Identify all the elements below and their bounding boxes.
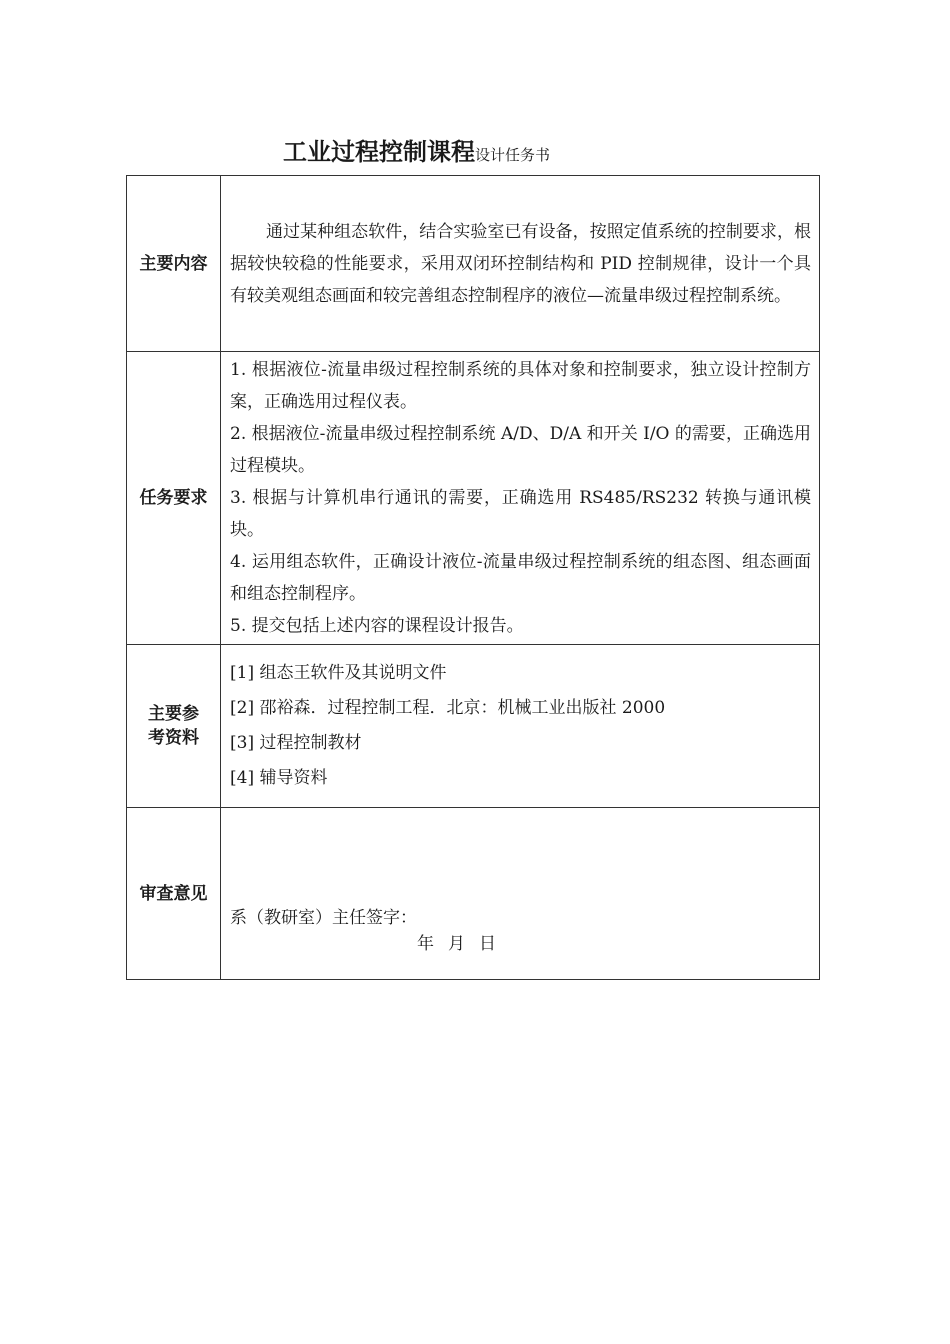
cell-requirements [221,352,820,645]
label-main-content: 主要内容 [127,176,221,352]
requirement-item: 5. 提交包括上述内容的课程设计报告。 [230,616,524,636]
title-sub: 设计任务书 [475,146,551,164]
label-references [127,645,221,808]
reference-item: [3] 过程控制教材 [230,733,362,753]
row-review [127,808,820,980]
label-references-line1: 主要参 [148,704,199,724]
date-year: 年 [417,934,434,954]
date-month: 月 [448,934,465,954]
reference-item: [1] 组态王软件及其说明文件 [230,663,447,683]
reference-item: [4] 辅导资料 [230,768,328,788]
title-main: 工业过程控制课程 [283,138,475,166]
row-main-content [127,176,820,352]
label-requirements: 任务要求 [127,352,221,645]
document-title [283,132,550,167]
date-day: 日 [479,934,496,954]
cell-references [221,645,820,808]
label-review: 审查意见 [127,808,221,980]
requirement-item: 2. 根据液位-流量串级过程控制系统 A/D、D/A 和开关 I/O 的需要，正确选用过程模块。 [230,424,811,476]
cell-review [221,808,820,980]
requirement-item: 3. 根据与计算机串行通讯的需要，正确选用 RS485/RS232 转换与通讯模块。 [230,488,811,540]
date-line [417,928,510,960]
row-references [127,645,820,808]
cell-main-content [221,176,820,352]
label-references-line2: 考资料 [148,728,199,748]
task-table [126,175,820,980]
row-requirements [127,352,820,645]
director-signature-label: 系（教研室）主任签字： [230,908,417,928]
requirement-item: 4. 运用组态软件，正确设计液位-流量串级过程控制系统的组态图、组态画面和组态控制程序。 [230,552,811,604]
reference-item: [2] 邵裕森．过程控制工程．北京：机械工业出版社 2000 [230,698,666,718]
main-content-text: 通过某种组态软件，结合实验室已有设备，按照定值系统的控制要求，根据较快较稳的性能要求，采用双闭环控制结构和 PID 控制规律，设计一个具有较美观组态画面和较完善组态控制程序的液位—流量串级过程控制系统。 [230,221,811,306]
requirement-item: 1. 根据液位-流量串级过程控制系统的具体对象和控制要求，独立设计控制方案，正确选用过程仪表。 [230,360,811,412]
